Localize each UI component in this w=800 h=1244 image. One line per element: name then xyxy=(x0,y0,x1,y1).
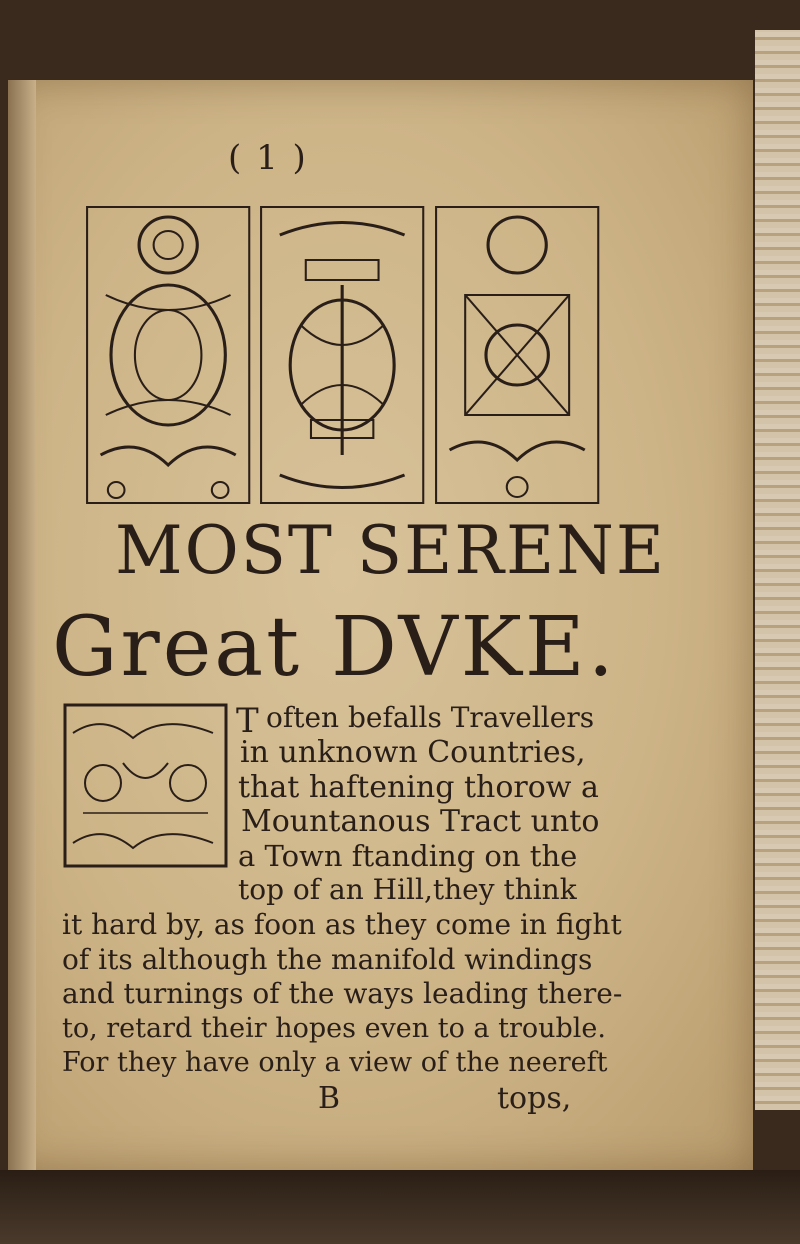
ornament-panel-right xyxy=(434,205,600,505)
body-line-7: it hard by, as foon as they come in fight xyxy=(62,908,622,941)
body-line-4: Mountanous Tract unto xyxy=(241,804,600,839)
drop-cap: T xyxy=(236,701,259,741)
body-line-3: that haftening thorow a xyxy=(238,770,599,805)
catchword: tops, xyxy=(497,1081,572,1116)
headpiece-ornament xyxy=(85,205,600,505)
decorated-initial-frame xyxy=(63,703,228,868)
background-shadow xyxy=(0,1170,800,1244)
body-line-6: top of an Hill,they think xyxy=(238,873,577,906)
body-line-9: and turnings of the ways leading there- xyxy=(62,977,623,1010)
body-line-8: of its although the manifold windings xyxy=(62,943,593,976)
body-line-1: often befalls Travellers xyxy=(266,701,595,734)
heading-line-1: MOST SERENE xyxy=(115,512,667,589)
signature-mark: B xyxy=(318,1081,341,1116)
heading-line-2: Great DVKE. xyxy=(52,600,617,695)
body-line-5: a Town ftanding on the xyxy=(238,839,578,873)
page-gutter xyxy=(8,80,36,1170)
body-line-11: For they have only a view of the neereft xyxy=(62,1047,608,1078)
body-line-2: in unknown Countries, xyxy=(240,735,586,770)
page-number: ( 1 ) xyxy=(228,138,308,178)
page-edges xyxy=(755,30,800,1110)
ornament-panel-left xyxy=(85,205,251,505)
body-line-10: to, retard their hopes even to a trouble. xyxy=(62,1013,606,1044)
ornament-panel-center xyxy=(259,205,425,505)
